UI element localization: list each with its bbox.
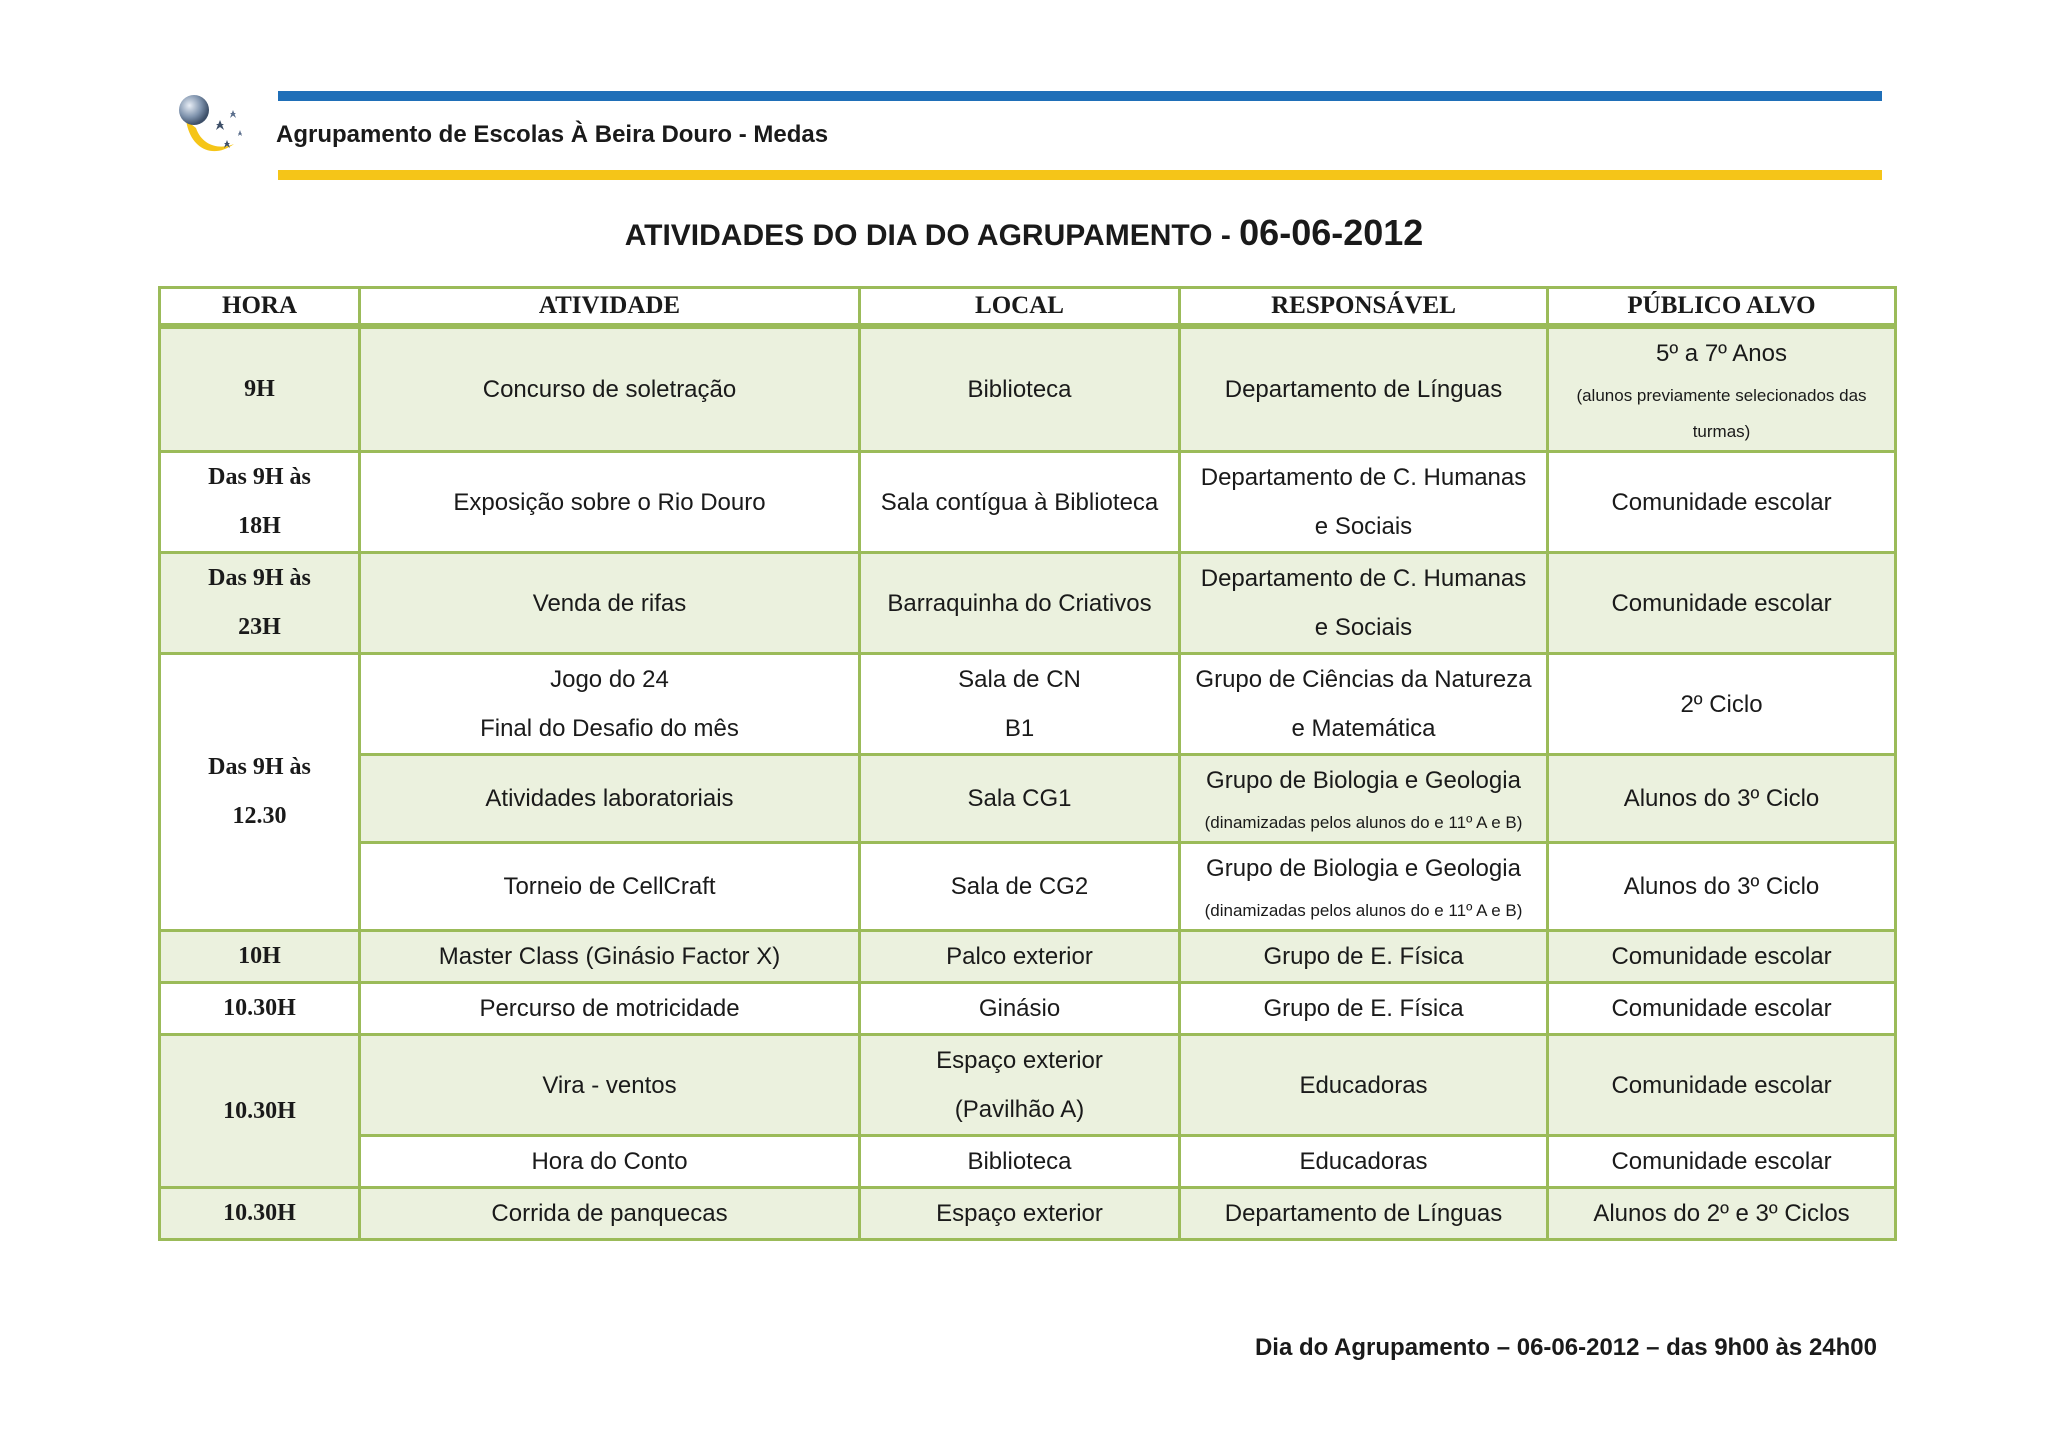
- cell-hora: [160, 452, 360, 553]
- table-row: [160, 1188, 1896, 1240]
- cell-atividade: Torneio de CellCraft: [360, 843, 860, 931]
- cell-atividade: Exposição sobre o Rio Douro: [360, 452, 860, 553]
- cell-hora: 10.30H: [160, 1035, 360, 1188]
- cell-local: Palco exterior: [860, 931, 1180, 983]
- local-line: B1: [1004, 715, 1035, 742]
- atividade-line: Jogo do 24: [550, 666, 669, 693]
- responsavel-note: (dinamizadas pelos alunos do e 11º A e B): [1204, 813, 1523, 832]
- header-blue-rule: [278, 91, 1882, 101]
- table-row: [160, 1035, 1896, 1136]
- col-header-local: LOCAL: [860, 288, 1180, 327]
- cell-responsavel: [1180, 843, 1548, 931]
- table-row: [160, 452, 1896, 553]
- cell-publico: Comunidade escolar: [1548, 931, 1896, 983]
- cell-publico: Comunidade escolar: [1548, 983, 1896, 1035]
- publico-note: (alunos previamente selecionados das turmas): [1576, 386, 1867, 441]
- col-header-responsavel: RESPONSÁVEL: [1180, 288, 1548, 327]
- table-row: [160, 1136, 1896, 1188]
- school-logo: [172, 90, 252, 170]
- col-header-atividade: ATIVIDADE: [360, 288, 860, 327]
- cell-atividade: Atividades laboratoriais: [360, 755, 860, 843]
- cell-responsavel: Departamento de Línguas: [1180, 1188, 1548, 1240]
- cell-publico: 2º Ciclo: [1548, 654, 1896, 755]
- cell-publico: Alunos do 3º Ciclo: [1548, 843, 1896, 931]
- cell-local: [860, 654, 1180, 755]
- cell-responsavel: Educadoras: [1180, 1035, 1548, 1136]
- responsavel-note: (dinamizadas pelos alunos do e 11º A e B): [1204, 901, 1523, 920]
- cell-publico: Comunidade escolar: [1548, 1136, 1896, 1188]
- cell-atividade: Master Class (Ginásio Factor X): [360, 931, 860, 983]
- cell-publico: [1548, 326, 1896, 452]
- cell-publico: Alunos do 2º e 3º Ciclos: [1548, 1188, 1896, 1240]
- cell-responsavel: [1180, 755, 1548, 843]
- local-line: Sala de CN: [958, 666, 1081, 693]
- page-footer: Dia do Agrupamento – 06-06-2012 – das 9h00 às 24h00: [1254, 1334, 1877, 1361]
- school-name: Agrupamento de Escolas À Beira Douro - Medas: [276, 121, 829, 148]
- hora-line: Das 9H às: [208, 754, 311, 780]
- hora-line: Das 9H às: [208, 464, 311, 490]
- activities-table: [158, 286, 1897, 1241]
- responsavel-line: e Matemática: [1291, 715, 1436, 742]
- cell-publico: Comunidade escolar: [1548, 452, 1896, 553]
- responsavel-line: Departamento de C. Humanas: [1200, 464, 1527, 491]
- responsavel-line: Grupo de Biologia e Geologia: [1206, 855, 1521, 882]
- cell-responsavel: [1180, 452, 1548, 553]
- table-row: [160, 931, 1896, 983]
- cell-responsavel: Educadoras: [1180, 1136, 1548, 1188]
- cell-publico: Comunidade escolar: [1548, 553, 1896, 654]
- publico-text: 5º a 7º Anos: [1656, 340, 1787, 367]
- responsavel-line: e Sociais: [1314, 614, 1413, 641]
- hora-line: 23H: [238, 614, 281, 640]
- cell-atividade: Hora do Conto: [360, 1136, 860, 1188]
- header-yellow-rule: [278, 170, 1882, 180]
- local-line: (Pavilhão A): [954, 1096, 1085, 1123]
- hora-line: 12.30: [232, 803, 287, 829]
- responsavel-line: e Sociais: [1314, 513, 1413, 540]
- cell-hora: 10H: [160, 931, 360, 983]
- cell-responsavel: [1180, 654, 1548, 755]
- table-row: [160, 553, 1896, 654]
- page-title-prefix: ATIVIDADES DO DIA DO AGRUPAMENTO -: [624, 219, 1240, 252]
- table-row: [160, 755, 1896, 843]
- cell-local: Biblioteca: [860, 1136, 1180, 1188]
- table-header-row: [160, 288, 1896, 327]
- cell-hora: [160, 654, 360, 931]
- cell-atividade: Vira - ventos: [360, 1035, 860, 1136]
- cell-hora: 10.30H: [160, 1188, 360, 1240]
- cell-local: Sala de CG2: [860, 843, 1180, 931]
- cell-responsavel: Grupo de E. Física: [1180, 931, 1548, 983]
- page-title: [0, 208, 2048, 261]
- cell-atividade: Concurso de soletração: [360, 326, 860, 452]
- cell-local: Sala CG1: [860, 755, 1180, 843]
- col-header-hora: HORA: [160, 288, 360, 327]
- col-header-publico: PÚBLICO ALVO: [1548, 288, 1896, 327]
- cell-atividade: Corrida de panquecas: [360, 1188, 860, 1240]
- hora-line: 18H: [238, 513, 281, 539]
- cell-local: Biblioteca: [860, 326, 1180, 452]
- cell-hora: 9H: [160, 326, 360, 452]
- page-title-date: 06-06-2012: [1239, 212, 1424, 253]
- cell-local: Sala contígua à Biblioteca: [860, 452, 1180, 553]
- responsavel-line: Departamento de C. Humanas: [1200, 565, 1527, 592]
- cell-responsavel: Departamento de Línguas: [1180, 326, 1548, 452]
- cell-hora: [160, 553, 360, 654]
- cell-local: Ginásio: [860, 983, 1180, 1035]
- table-row: [160, 843, 1896, 931]
- cell-atividade: [360, 654, 860, 755]
- cell-hora: 10.30H: [160, 983, 360, 1035]
- table-row: [160, 654, 1896, 755]
- responsavel-line: Grupo de Ciências da Natureza: [1195, 666, 1532, 693]
- cell-responsavel: [1180, 553, 1548, 654]
- atividade-line: Final do Desafio do mês: [480, 715, 739, 742]
- local-line: Espaço exterior: [936, 1047, 1103, 1074]
- cell-atividade: Percurso de motricidade: [360, 983, 860, 1035]
- responsavel-line: Grupo de Biologia e Geologia: [1206, 767, 1521, 794]
- table-row: [160, 983, 1896, 1035]
- table-row: [160, 326, 1896, 452]
- cell-local: Barraquinha do Criativos: [860, 553, 1180, 654]
- hora-line: Das 9H às: [208, 565, 311, 591]
- cell-local: Espaço exterior: [860, 1188, 1180, 1240]
- cell-atividade: Venda de rifas: [360, 553, 860, 654]
- cell-local: [860, 1035, 1180, 1136]
- cell-publico: Alunos do 3º Ciclo: [1548, 755, 1896, 843]
- cell-publico: Comunidade escolar: [1548, 1035, 1896, 1136]
- cell-responsavel: Grupo de E. Física: [1180, 983, 1548, 1035]
